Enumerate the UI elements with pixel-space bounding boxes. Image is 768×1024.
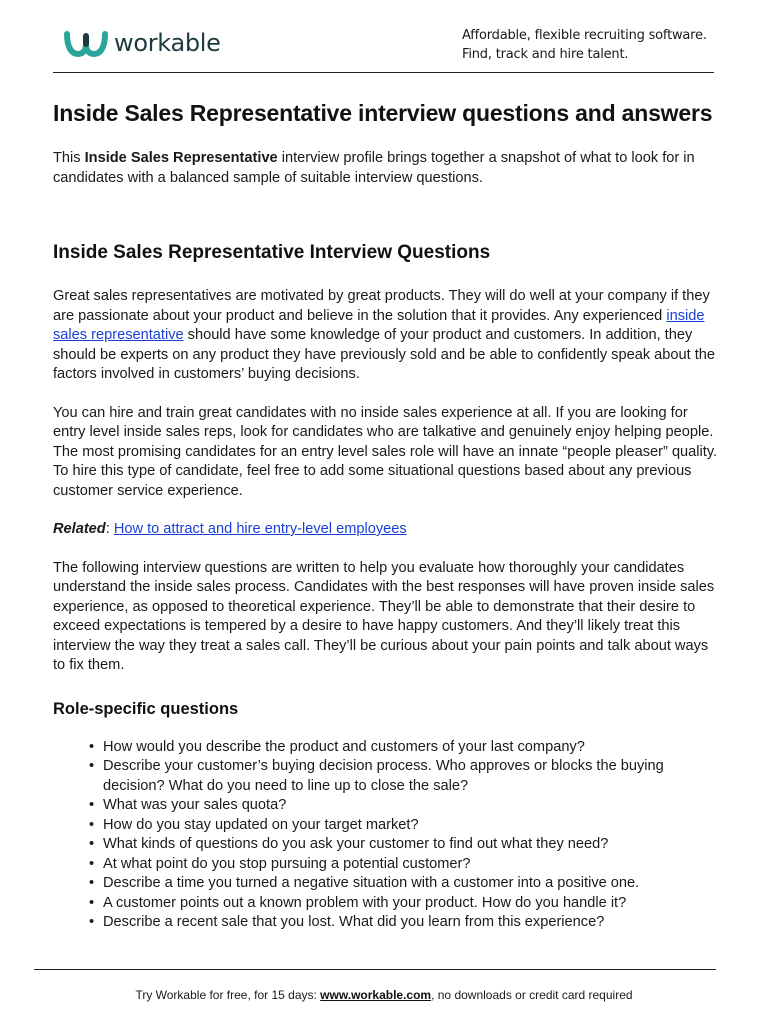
- footer-suffix: , no downloads or credit card required: [431, 988, 633, 1002]
- page-title: Inside Sales Representative interview questions and answers: [53, 100, 713, 126]
- question-text: Describe a time you turned a negative situation with a customer into a positive one.: [103, 875, 640, 891]
- paragraph-evaluation: The following interview questions are written to help you evaluate how thoroughly your candidates understand the inside sales process. Candidates with the best responses will have proven inside sales experience, as opposed to theoretical experience. They’ll be able to demonstrate that their desire to exceed expectations is tempered by a desire to have happy customers. And they’ll likely treat this interview the way they treat a sales call. They’ll be curious about your pain points and talk about ways to fix them.: [53, 559, 715, 673]
- inside-sales-representative-link[interactable]: inside sales representative: [53, 307, 705, 343]
- bullet-icon: •: [89, 816, 95, 833]
- list-item: [89, 796, 718, 816]
- footer-prefix: Try Workable for free, for 15 days:: [135, 988, 321, 1002]
- footer-divider: [34, 969, 716, 970]
- paragraph-motivation: [53, 287, 718, 385]
- footer-workable-link[interactable]: www.workable.com: [320, 988, 432, 1002]
- page-header: [0, 0, 768, 73]
- bullet-icon: •: [89, 875, 95, 891]
- bullet-icon: •: [89, 914, 95, 930]
- list-item: [89, 835, 718, 855]
- tagline-line-2: Find, track and hire talent.: [462, 47, 629, 62]
- tagline-line-1: Affordable, flexible recruiting software.: [462, 28, 707, 43]
- question-text: What kinds of questions do you ask your customer to find out what they need?: [103, 836, 609, 852]
- bullet-icon: •: [89, 758, 95, 774]
- workable-logo[interactable]: [64, 28, 221, 58]
- question-text: A customer points out a known problem with your product. How do you handle it?: [103, 894, 627, 911]
- list-item: [89, 757, 718, 796]
- question-text: How do you stay updated on your target market?: [103, 816, 419, 833]
- question-text: How would you describe the product and customers of your last company?: [103, 738, 585, 755]
- list-item: [89, 894, 718, 914]
- header-tagline: [462, 26, 707, 64]
- intro-suffix: interview profile brings together a snapshot of what to look for in candidates with a balanced sample of suitable interview questions.: [53, 150, 695, 186]
- related-line: [53, 520, 718, 540]
- question-text: Describe a recent sale that you lost. What did you learn from this experience?: [103, 914, 605, 930]
- bullet-icon: •: [89, 855, 95, 872]
- page-footer: [0, 987, 768, 1003]
- question-text: Describe your customer’s buying decision process. Who approves or blocks the buying decision? What do you need to line up to close the sale?: [103, 758, 664, 794]
- list-item: [89, 855, 718, 875]
- related-article-link[interactable]: How to attract and hire entry-level employees: [113, 521, 407, 537]
- list-item: [89, 874, 718, 894]
- list-item: [89, 738, 718, 758]
- question-text: At what point do you stop pursuing a potential customer?: [103, 855, 471, 872]
- workable-logo-icon: [64, 28, 108, 58]
- related-label: Related: [53, 521, 106, 537]
- related-colon: :: [105, 521, 114, 537]
- bullet-icon: •: [89, 836, 95, 852]
- list-item: [89, 913, 718, 933]
- article-body: [53, 96, 718, 933]
- section-heading: Inside Sales Representative Interview Questions: [53, 242, 491, 263]
- questions-list: [53, 738, 718, 933]
- intro-bold-role: Inside Sales Representative: [84, 150, 278, 166]
- bullet-icon: •: [89, 797, 95, 813]
- paragraph-entry-level: You can hire and train great candidates with no inside sales experience at all. If you are looking for entry level inside sales reps, look for candidates who are talkative and genuinely enjoy helping people. The most promising candidates for an entry level sales role will have an innate “people pleaser” quality. To hire this type of candidate, feel free to add some situational questions based about any previous customer service experience.: [53, 404, 718, 499]
- header-divider: [53, 72, 714, 73]
- role-specific-heading: Role-specific questions: [53, 699, 239, 718]
- list-item: [89, 816, 718, 836]
- intro-paragraph: [53, 149, 718, 188]
- paragraph-motivation-before: Great sales representatives are motivated by great products. They will do well at your company if they are passionate about your product and believe in the solution that it provides. Any experienced: [53, 288, 710, 324]
- bullet-icon: •: [89, 738, 95, 755]
- brand-name: workable: [114, 29, 221, 57]
- question-text: What was your sales quota?: [103, 797, 287, 813]
- bullet-icon: •: [89, 894, 95, 911]
- intro-prefix: This: [53, 150, 85, 166]
- paragraph-motivation-after: should have some knowledge of your product and customers. In addition, they should be experts on any product they have previously sold and be able to confidently speak about the factors involved in customers’ buying decisions.: [53, 327, 716, 382]
